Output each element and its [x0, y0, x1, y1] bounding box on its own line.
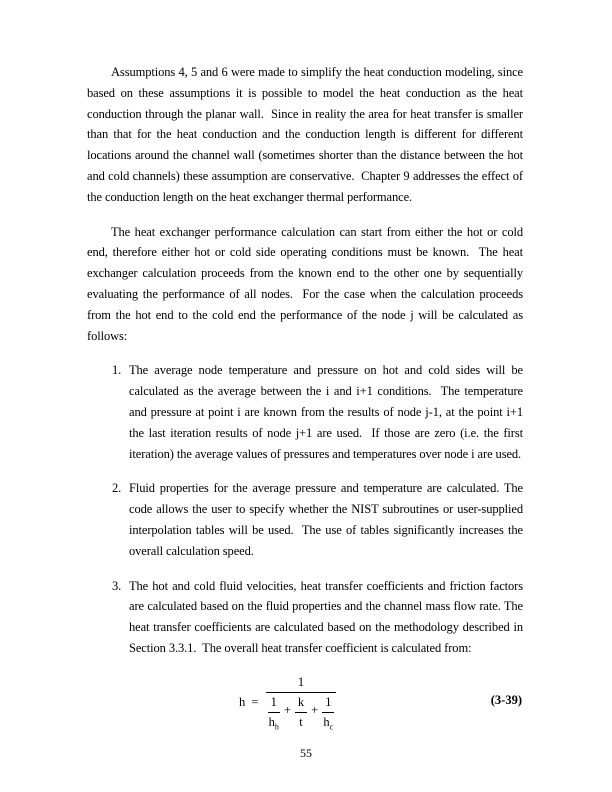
inner-fraction-wall [295, 695, 307, 730]
outer-denominator [266, 693, 337, 730]
equation-3-39 [239, 675, 336, 730]
term-numerator: k [295, 695, 307, 713]
variable-subscript: h [274, 722, 279, 732]
term-numerator: 1 [322, 695, 334, 713]
inner-fraction-cold [322, 695, 334, 730]
list-number: 2. [112, 481, 122, 496]
list-number: 3. [112, 578, 122, 593]
variable-base: h [268, 714, 275, 729]
paragraph-assumptions: Assumptions 4, 5 and 6 were made to simplify the heat conduction modeling, since based on these assumptions it is possible to model the heat conduction as the heat conduction through the planar wall. Since in reality the area for heat transfer is smaller than that for the heat conduction and the conduction length is different for different locations around the channel wall (sometimes shorter than the distance between the hot and cold channels) these assumption are conservative. Chapter 9 addresses the effect of the conduction length on the heat exchanger thermal performance. [87, 65, 527, 204]
term-denominator [295, 713, 307, 730]
equation-number: (3-39) [490, 692, 522, 707]
equation-lhs: h [239, 694, 246, 709]
body-content [87, 62, 527, 759]
equals-sign: = [251, 694, 259, 709]
page-number: 55 [300, 746, 312, 760]
plus-sign: + [311, 702, 319, 717]
outer-numerator: 1 [266, 675, 337, 693]
term-numerator: 1 [268, 695, 280, 713]
variable-base: t [299, 714, 303, 729]
list-number: 1. [112, 363, 122, 378]
list-text: Fluid properties for the average pressure and temperature are calculated. The code allows the user to specify whether the NIST subroutines or user-supplied interpolation tables will be used. The use of tables significantly increases the overall calculation speed. [129, 481, 527, 558]
list-text: The hot and cold fluid velocities, heat transfer coefficients and friction factors are calculated based on the fluid properties and the channel mass flow rate. The heat transfer coefficients are calculated based on the methodology described in Section 3.3.1. The overall heat transfer coefficient is calculated from: [129, 578, 527, 655]
list-item-3 [87, 576, 527, 659]
list-item-2 [87, 478, 527, 561]
variable-subscript: c [329, 722, 334, 732]
variable-base: h [323, 714, 330, 729]
inner-fraction-hot [268, 695, 280, 730]
denominator-terms [266, 695, 337, 730]
plus-sign: + [283, 702, 291, 717]
list-text: The average node temperature and pressure on hot and cold sides will be calculated as the average between the i and i+1 conditions. The temperature and pressure at point i are known from the results of node j-1, at the point i+1 the last iteration results of node j+1 are used. If those are zero (i.e. the first iteration) the average values of pressures and temperatures over node i are used. [129, 363, 527, 461]
paragraph-performance-calculation: The heat exchanger performance calculation can start from either the hot or cold end, therefore either hot or cold side operating conditions must be known. The heat exchanger calculation proceeds from the known end to the other one by sequentially evaluating the performance of all nodes. For the case when the calculation proceeds from the hot end to the cold end the performance of the node j will be calculated as follows: [87, 224, 527, 343]
outer-fraction [266, 675, 337, 730]
term-denominator [268, 713, 280, 730]
term-denominator [322, 713, 334, 730]
list-item-1 [87, 360, 527, 464]
